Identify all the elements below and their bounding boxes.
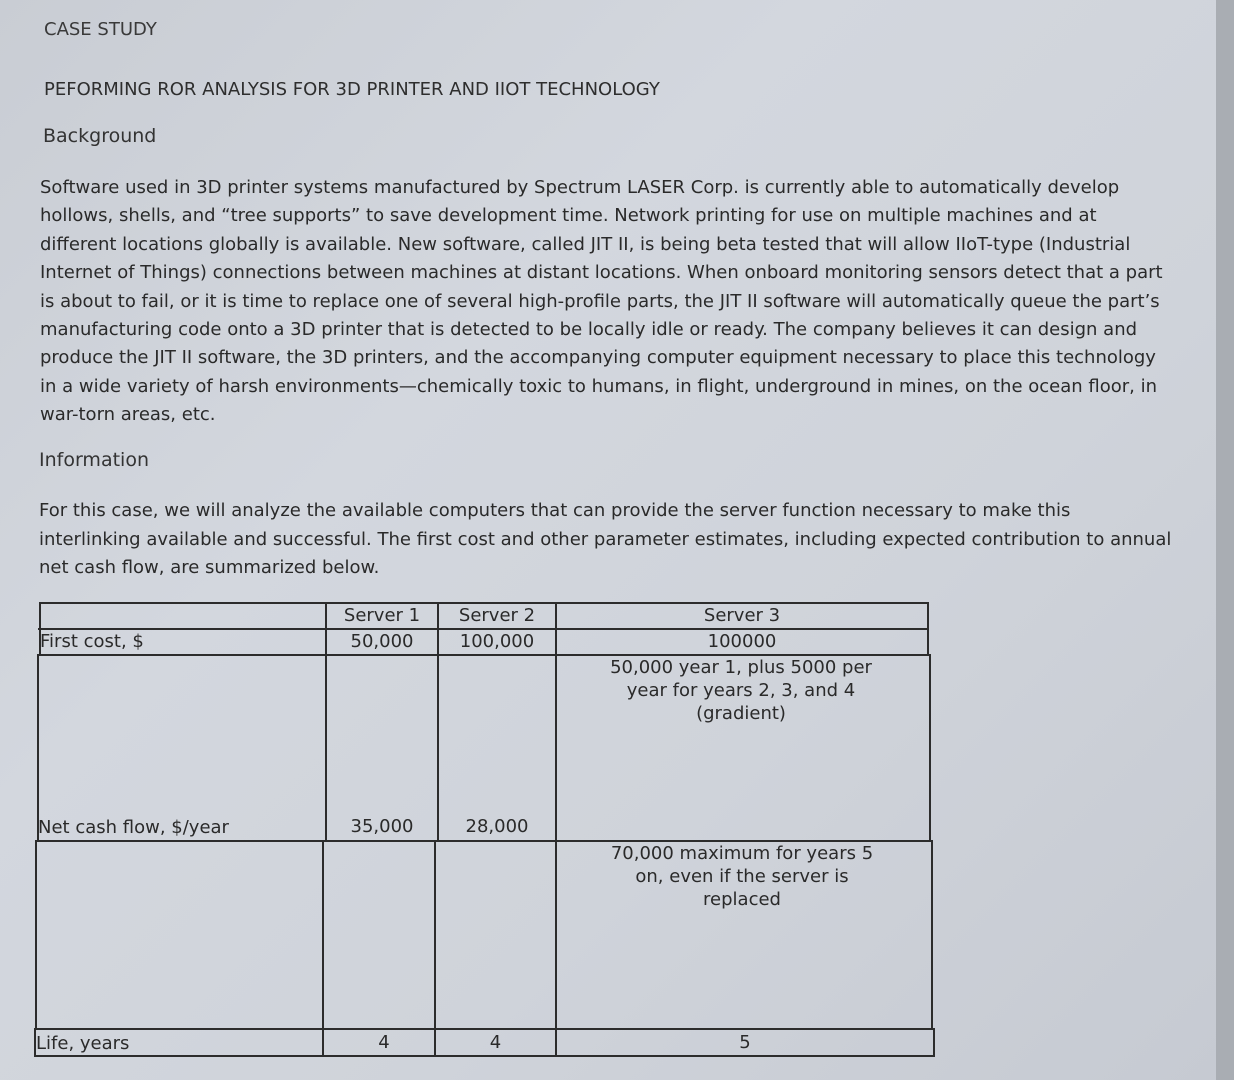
column-header-server-1: Server 1	[343, 605, 421, 626]
first-cost-server-1: 50,000	[350, 631, 414, 652]
background-paragraph	[40, 174, 1190, 430]
table-rule	[34, 1028, 934, 1030]
table-rule	[322, 840, 324, 1057]
table-rule	[927, 602, 929, 654]
row-label-first-cost: First cost, $	[40, 631, 144, 652]
paragraph-line: hollows, shells, and “tree supports” to save development time. Network printing for use on multiple machines and at	[40, 205, 1097, 227]
paragraph-line: net cash flow, are summarized below.	[39, 557, 380, 578]
paragraph-line: war-torn areas, etc.	[40, 404, 216, 426]
paragraph-line: Software used in 3D printer systems manufactured by Spectrum LASER Corp. is currently able to automatically develop	[40, 177, 1120, 198]
page-edge-shadow	[1216, 0, 1234, 1080]
paragraph-line: is about to fail, or it is time to replace one of several high-profile parts, the JIT II software will automatically queue the part’s	[40, 290, 1160, 312]
first-cost-server-3-note: 50,000 year 1, plus 5000 per year for years 2, 3, and 4 (gradient)	[610, 657, 872, 724]
paragraph-line: interlinking available and successful. The first cost and other parameter estimates, including expected contribution to annual	[39, 528, 1172, 550]
paragraph-line: different locations globally is available. New software, called JIT II, is being beta tested that will allow IIoT-type (Industrial	[40, 233, 1131, 255]
case-study-label: CASE STUDY	[44, 19, 157, 40]
net-cash-flow-server-2: 28,000	[465, 816, 529, 837]
table-rule	[35, 840, 37, 1028]
paragraph-line: in a wide variety of harsh environments—chemically toxic to humans, in flight, underground in mines, on the ocean floor, in	[40, 375, 1158, 397]
row-label-life: Life, years	[36, 1033, 130, 1054]
column-header-server-3: Server 3	[703, 605, 781, 626]
paragraph-line: Internet of Things) connections between machines at distant locations. When onboard monitoring sensors detect that a part	[40, 262, 1163, 284]
table-rule	[37, 654, 39, 840]
table-rule	[931, 840, 933, 1028]
table-rule	[555, 602, 557, 1057]
first-cost-server-3: 100000	[707, 631, 777, 652]
first-cost-server-2: 100,000	[459, 631, 535, 652]
table-rule	[434, 840, 436, 1057]
table-rule	[929, 654, 931, 840]
life-server-2: 4	[489, 1032, 502, 1053]
column-header-server-2: Server 2	[458, 605, 536, 626]
paragraph-line: produce the JIT II software, the 3D printers, and the accompanying computer equipment necessary to place this technology	[40, 347, 1156, 369]
table-rule	[34, 1055, 935, 1057]
table-rule	[933, 1028, 935, 1057]
net-cash-flow-server-1: 35,000	[350, 816, 414, 837]
net-cash-flow-server-3-note: 70,000 maximum for years 5 on, even if the server is replaced	[610, 843, 874, 910]
life-server-3: 5	[739, 1032, 751, 1053]
document-title: PEFORMING ROR ANALYSIS FOR 3D PRINTER AND IIOT TECHNOLOGY	[44, 79, 660, 100]
background-heading: Background	[43, 125, 157, 147]
life-server-1: 4	[378, 1032, 390, 1053]
paragraph-line: manufacturing code onto a 3D printer that is detected to be locally idle or ready. The company believes it can design and	[40, 319, 1138, 341]
information-paragraph	[39, 497, 1199, 583]
row-label-net-cash-flow: Net cash flow, $/year	[38, 817, 229, 838]
paragraph-line: For this case, we will analyze the available computers that can provide the server function necessary to make this	[39, 500, 1071, 521]
information-heading: Information	[39, 449, 149, 471]
